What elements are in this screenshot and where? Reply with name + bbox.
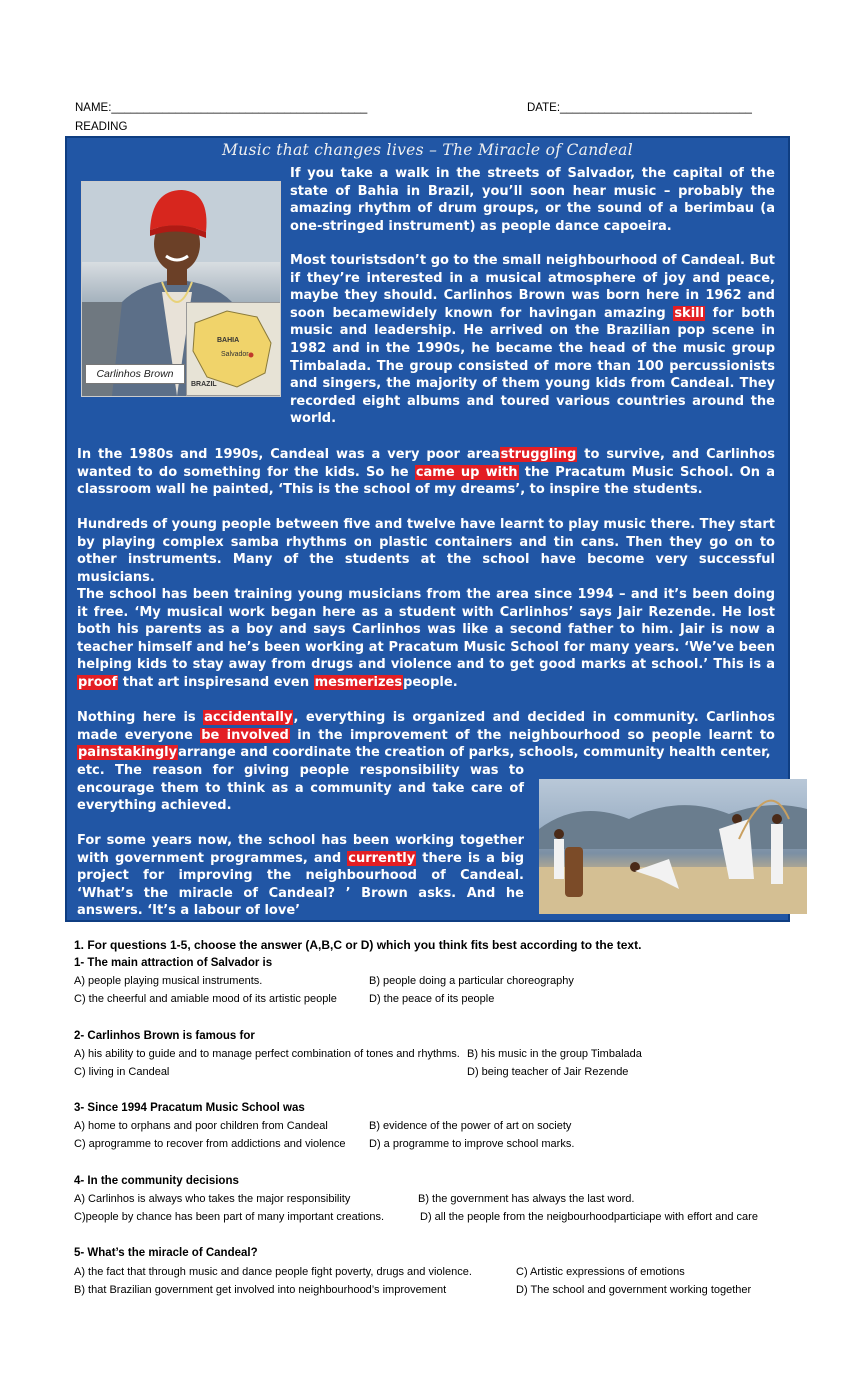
q5-option-c[interactable]: B) that Brazilian government get involved into neighbourhood’s improvement — [74, 1284, 447, 1296]
q2-option-d[interactable]: D) being teacher of Jair Rezende — [467, 1066, 629, 1078]
q2-option-a[interactable]: A) his ability to guide and to manage perfect combination of tones and rhythms. — [74, 1048, 460, 1060]
question-4: 4- In the community decisions — [74, 1175, 239, 1187]
q3-option-c[interactable]: C) aprogramme to recover from addictions and violence — [74, 1138, 346, 1150]
q4-option-b[interactable]: B) the government has always the last word. — [418, 1193, 635, 1205]
capoeira-photo — [539, 779, 807, 914]
date-label: DATE: — [527, 102, 561, 114]
name-field[interactable] — [75, 102, 367, 114]
q1-option-a[interactable]: A) people playing musical instruments. — [74, 975, 263, 987]
q2-option-c[interactable]: C) living in Candeal — [74, 1066, 170, 1078]
q5-option-d[interactable]: D) The school and government working together — [516, 1284, 752, 1296]
highlight-currently: currently — [348, 850, 416, 866]
name-label: NAME: — [75, 102, 112, 114]
q3-option-a[interactable]: A) home to orphans and poor children from Candeal — [74, 1120, 328, 1132]
paragraph-5: The school has been training young musicians from the area since 1994 – and it’s been doing it free. ‘My musical work began here as a student with Carlinhos’ says Jair Rezende. He lost both his parents as a boy and says Carlinhos was like a second father to him. Jair is now a teacher himself and he’s been working at Pracatum Music School for many years. ‘We’ve been helping kids to stay away from drugs and violence and to get good marks at school.’ This is a proof that art inspiresand even mesmerizespeople. — [77, 587, 775, 690]
q3-option-b[interactable]: B) evidence of the power of art on society — [369, 1120, 572, 1132]
date-line: ______________________________ — [560, 102, 752, 114]
q2-option-b[interactable]: B) his music in the group Timbalada — [467, 1048, 642, 1060]
capoeira-illustration — [539, 779, 807, 914]
q5-option-b[interactable]: C) Artistic expressions of emotions — [516, 1266, 685, 1278]
carlinhos-brown-photo — [81, 181, 281, 397]
question-2: 2- Carlinhos Brown is famous for — [74, 1030, 255, 1042]
q3-option-d[interactable]: D) a programme to improve school marks. — [369, 1138, 575, 1150]
q5-option-a[interactable]: A) the fact that through music and dance people fight poverty, drugs and violence. — [74, 1266, 472, 1278]
paragraph-6a: Nothing here is accidentally, everything is organized and decided in community. Carlinhos made everyone be involved in the improvement of the neighbourhood so people learnt to painstakinglyarrange and coordinate the creation of parks, schools, community health center, — [77, 710, 775, 761]
highlight-came-up-with: came up with — [415, 464, 518, 480]
paragraph-4: Hundreds of young people between five and twelve have learnt to play music there. They start by playing complex samba rhythms on plastic containers and tin cans. Then they go on to other instruments. Many of the students at the school have become very successful musicians. — [77, 517, 775, 585]
map-label-bahia: BAHIA — [217, 337, 240, 344]
q1-option-d[interactable]: D) the peace of its people — [369, 993, 495, 1005]
highlight-skill: skill — [674, 305, 705, 321]
paragraph-7: For some years now, the school has been working together with government programmes, and currently there is a big project for improving the neighbourhood of Candeal. ‘What’s the miracle of Candeal? ’ Brown asks. And he answers. ‘It’s a labour of love’ — [77, 833, 524, 919]
quiz-instruction: 1. For questions 1-5, choose the answer (A,B,C or D) which you think fits best according to the text. — [74, 938, 642, 952]
paragraph-6b: etc. The reason for giving people responsibility was to encourage them to think as a community and take care of everything achieved. — [77, 763, 524, 814]
q4-option-a[interactable]: A) Carlinhos is always who takes the major responsibility — [74, 1193, 351, 1205]
photo-caption: Carlinhos Brown — [85, 364, 185, 384]
q1-option-b[interactable]: B) people doing a particular choreography — [369, 975, 574, 987]
article-panel — [65, 136, 790, 922]
q4-option-d[interactable]: D) all the people from the neigbourhoodparticiape with effort and care — [420, 1211, 758, 1223]
reading-label: READING — [75, 121, 128, 133]
question-5: 5- What’s the miracle of Candeal? — [74, 1247, 258, 1259]
paragraph-2: Most touristsdon’t go to the small neighbourhood of Candeal. But if they’re interested in a musical atmosphere of joy and peace, maybe they should. Carlinhos Brown was born here in 1962 and soon becamewidely known for havingan amazing skill for both music and leadership. He arrived on the Brazilian pop scene in 1982 and in the 1990s, he became the head of the music group Timbalada. The group consisted of more than 100 percussionists and singers, the majority of them young kids from Candeal. They recorded eight albums and toured various countries around the world. — [290, 253, 775, 427]
question-1: 1- The main attraction of Salvador is — [74, 957, 273, 969]
highlight-struggling: struggling — [500, 447, 577, 462]
highlight-accidentally: accidentally — [204, 710, 293, 725]
highlight-painstakingly: painstakingly — [78, 745, 178, 761]
highlight-proof: proof — [78, 674, 118, 690]
q1-option-c[interactable]: C) the cheerful and amiable mood of its artistic people — [74, 993, 337, 1005]
paragraph-3: In the 1980s and 1990s, Candeal was a very poor areastruggling to survive, and Carlinhos wanted to do something for the kids. So he came up with the Pracatum Music School. On a classroom wall he painted, ‘This is the school of my dreams’, to inspire the students. — [77, 447, 776, 498]
article-title: Music that changes lives – The Miracle of Candeal — [222, 141, 633, 159]
name-line: ________________________________________ — [111, 102, 368, 114]
question-3: 3- Since 1994 Pracatum Music School was — [74, 1102, 305, 1114]
map-label-salvador: Salvador — [221, 351, 249, 358]
paragraph-1: If you take a walk in the streets of Salvador, the capital of the state of Bahia in Brazil, you’ll soon hear music – probably the amazing rhythm of drum groups, or the sound of a berimbau (a one-stringed instrument) as people dance capoeira. — [290, 166, 775, 234]
q4-option-c[interactable]: C)people by chance has been part of many important creations. — [74, 1211, 385, 1223]
highlight-mesmerizes: mesmerizes — [314, 674, 403, 690]
bahia-map-inset — [186, 302, 281, 396]
highlight-be-involved: be involved — [201, 727, 289, 743]
map-label-brazil: BRAZIL — [191, 381, 217, 388]
date-field[interactable] — [527, 102, 752, 114]
